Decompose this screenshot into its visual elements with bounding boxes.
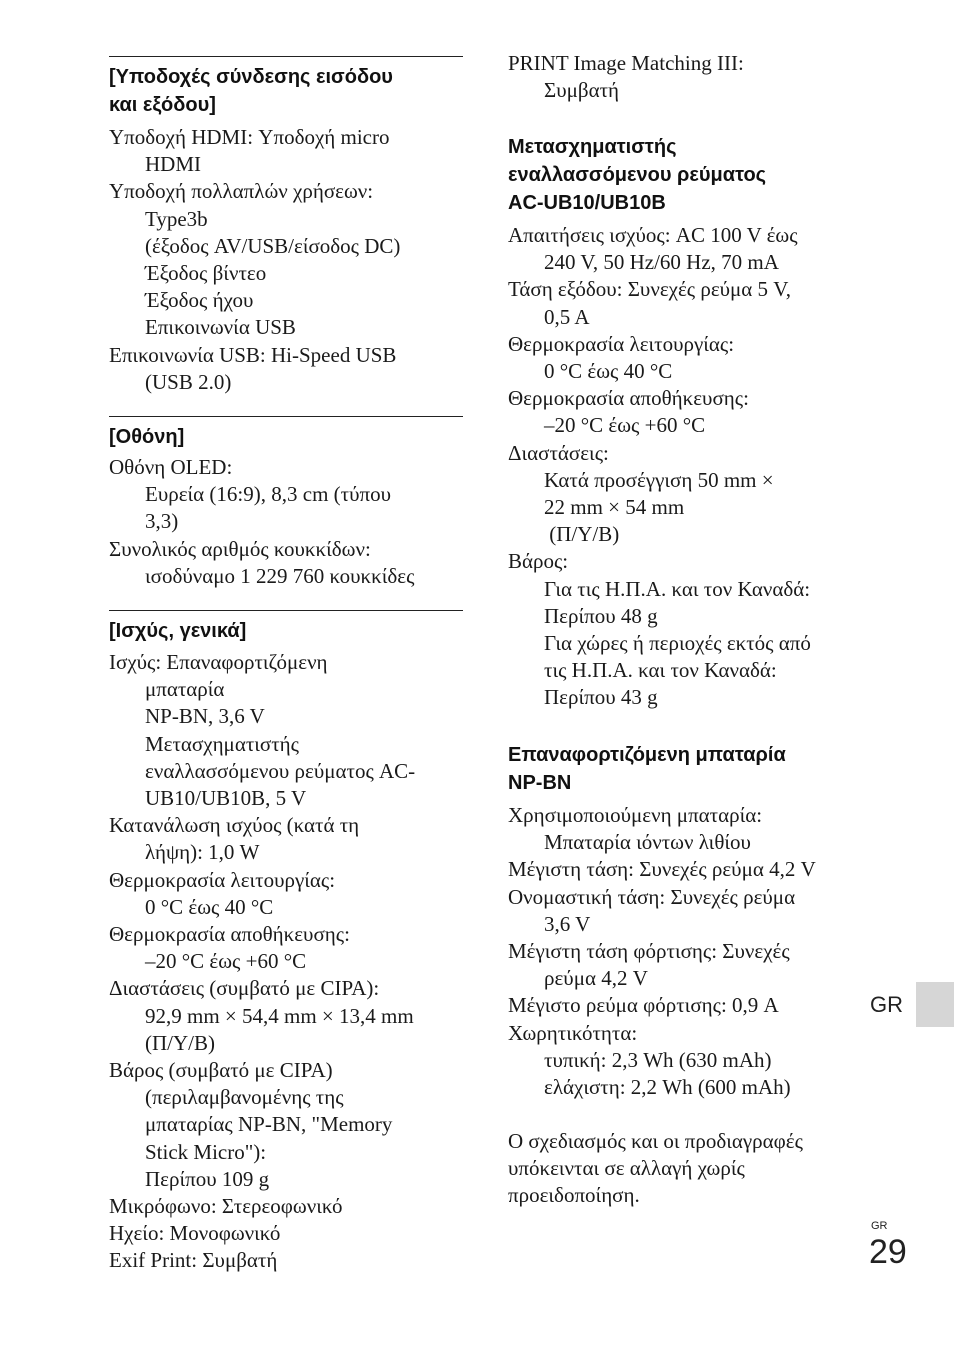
- battery-body: [508, 802, 816, 1101]
- language-tab-marker: [916, 982, 954, 1027]
- spec-line: Τάση εξόδου: Συνεχές ρεύμα 5 V,: [508, 277, 792, 302]
- design-change-note: [508, 1128, 803, 1210]
- ac-adaptor-body: [508, 222, 811, 712]
- spec-line: Μέγιστη τάση: Συνεχές ρεύμα 4,2 V: [508, 857, 816, 882]
- spec-line: Βάρος (συμβατό με CIPA): [109, 1058, 333, 1083]
- spec-line: ελάχιστη: 2,2 Wh (600 mAh): [544, 1075, 791, 1100]
- spec-line: UB10/UB10B, 5 V: [145, 786, 307, 811]
- spec-line: τυπική: 2,3 Wh (630 mAh): [544, 1047, 772, 1072]
- spec-line: Περίπου 48 g: [544, 603, 658, 628]
- spec-line: Ηχείο: Μονοφωνικό: [109, 1221, 281, 1246]
- spec-line: 0,5 A: [544, 304, 590, 329]
- spec-line: λήψη): 1,0 W: [145, 840, 260, 865]
- section-heading-line: [Ισχύς, γενικά]: [109, 620, 247, 642]
- display-section-heading: [109, 423, 184, 451]
- spec-line: Exif Print: Συμβατή: [109, 1248, 278, 1273]
- io-section-body: [109, 124, 400, 396]
- spec-line: Stick Micro"):: [145, 1139, 267, 1164]
- spec-line: (Π/Υ/Β): [145, 1030, 215, 1055]
- section-heading-line: εναλλασσόμενου ρεύματος: [508, 164, 767, 186]
- spec-line: Χρησιμοποιούμενη μπαταρία:: [508, 803, 763, 827]
- spec-line: (Π/Υ/Β): [544, 522, 620, 547]
- spec-line: Υποδοχή πολλαπλών χρήσεων:: [109, 179, 374, 204]
- spec-line: Μπαταρία ιόντων λιθίου: [544, 830, 751, 855]
- spec-line: Θερμοκρασία λειτουργίας:: [109, 867, 336, 892]
- display-section-body: [109, 454, 414, 590]
- spec-line: τις Η.Π.Α. και τον Καναδά:: [544, 658, 777, 683]
- spec-line: Ισχύς: Επαναφορτιζόμενη: [109, 650, 328, 674]
- spec-line: 92,9 mm × 54,4 mm × 13,4 mm: [145, 1003, 414, 1028]
- note-line: προειδοποίηση.: [508, 1183, 640, 1208]
- spec-line: Χωρητικότητα:: [508, 1020, 638, 1045]
- section-heading-line: και εξόδου]: [109, 94, 216, 116]
- section-heading-line: NP-BN: [508, 772, 572, 794]
- spec-line: 3,6 V: [544, 911, 591, 936]
- section-divider: [109, 56, 463, 57]
- spec-line: Για τις Η.Π.Α. και τον Καναδά:: [544, 576, 811, 601]
- battery-heading: [508, 741, 786, 797]
- spec-line: Μικρόφωνο: Στερεοφωνικό: [109, 1194, 343, 1219]
- spec-line: εναλλασσόμενου ρεύματος AC-: [145, 758, 416, 783]
- spec-line: 22 mm × 54 mm: [544, 495, 685, 520]
- section-heading-line: [Υποδοχές σύνδεσης εισόδου: [109, 66, 393, 88]
- power-section-body: [109, 649, 415, 1275]
- spec-line: (περιλαμβανομένης της: [145, 1085, 344, 1110]
- spec-line: 240 V, 50 Hz/60 Hz, 70 mA: [544, 250, 779, 275]
- spec-line: ρεύμα 4,2 V: [544, 966, 648, 991]
- section-heading-line: Επαναφορτιζόμενη μπαταρία: [508, 744, 786, 766]
- section-divider: [109, 610, 463, 611]
- spec-line: Θερμοκρασία λειτουργίας:: [508, 331, 735, 356]
- spec-line: Βάρος:: [508, 549, 569, 574]
- spec-line: Ευρεία (16:9), 8,3 cm (τύπου: [145, 482, 391, 507]
- io-section-heading: [109, 63, 393, 119]
- spec-line: μπαταρίας NP-BN, "Memory: [145, 1112, 393, 1137]
- spec-line: –20 °C έως +60 °C: [145, 949, 307, 974]
- spec-line: Συνολικός αριθμός κουκκίδων:: [109, 536, 371, 561]
- spec-line: Διαστάσεις:: [508, 440, 609, 465]
- spec-line: 0 °C έως 40 °C: [145, 894, 274, 919]
- page-language-code: GR: [871, 1220, 888, 1232]
- section-divider: [109, 416, 463, 417]
- page-number: 29: [869, 1233, 907, 1271]
- spec-line: 3,3): [145, 509, 179, 534]
- spec-line: Μέγιστη τάση φόρτισης: Συνεχές: [508, 939, 790, 964]
- spec-line: Διαστάσεις (συμβατό με CIPA):: [109, 976, 380, 1001]
- spec-line: NP-BN, 3,6 V: [145, 704, 265, 729]
- spec-line: Θερμοκρασία αποθήκευσης:: [508, 386, 749, 411]
- spec-line: ισοδύναμο 1 229 760 κουκκίδες: [145, 563, 415, 588]
- spec-line: –20 °C έως +60 °C: [544, 413, 706, 438]
- spec-line: Επικοινωνία USB: Hi-Speed USB: [109, 342, 397, 367]
- section-heading-line: [Οθόνη]: [109, 426, 185, 448]
- power-section-heading: [109, 617, 246, 645]
- spec-line: (έξοδος AV/USB/είσοδος DC): [145, 233, 401, 258]
- spec-line: Απαιτήσεις ισχύος: AC 100 V έως: [508, 223, 798, 247]
- ac-adaptor-heading: [508, 133, 766, 217]
- spec-line: Μετασχηματιστής: [145, 731, 299, 756]
- note-line: Ο σχεδιασμός και οι προδιαγραφές: [508, 1129, 803, 1153]
- spec-line: Μέγιστο ρεύμα φόρτισης: 0,9 A: [508, 993, 779, 1018]
- spec-line: Ονομαστική τάση: Συνεχές ρεύμα: [508, 884, 796, 909]
- spec-line: Type3b: [145, 206, 208, 231]
- spec-line: Συμβατή: [544, 78, 619, 103]
- section-heading-line: Μετασχηματιστής: [508, 136, 677, 158]
- spec-line: Υποδοχή HDMI: Υποδοχή micro: [109, 125, 390, 149]
- spec-line: Έξοδος ήχου: [145, 288, 254, 313]
- spec-line: μπαταρία: [145, 677, 225, 702]
- spec-line: Επικοινωνία USB: [145, 315, 296, 340]
- print-matching-block: [508, 50, 744, 104]
- spec-line: Περίπου 43 g: [544, 685, 658, 710]
- spec-line: Για χώρες ή περιοχές εκτός από: [544, 631, 811, 656]
- language-tab-label: GR: [870, 992, 903, 1017]
- spec-line: 0 °C έως 40 °C: [544, 359, 673, 384]
- spec-line: PRINT Image Matching III:: [508, 51, 744, 75]
- section-heading-line: AC-UB10/UB10B: [508, 192, 666, 214]
- spec-line: Κατά προσέγγιση 50 mm ×: [544, 467, 774, 492]
- note-line: υπόκεινται σε αλλαγή χωρίς: [508, 1156, 745, 1181]
- spec-line: Θερμοκρασία αποθήκευσης:: [109, 922, 350, 947]
- spec-line: HDMI: [145, 152, 201, 177]
- spec-line: Κατανάλωση ισχύος (κατά τη: [109, 813, 360, 838]
- spec-line: Έξοδος βίντεο: [145, 261, 267, 286]
- spec-line: Οθόνη OLED:: [109, 455, 233, 479]
- spec-line: (USB 2.0): [145, 369, 232, 394]
- spec-line: Περίπου 109 g: [145, 1166, 270, 1191]
